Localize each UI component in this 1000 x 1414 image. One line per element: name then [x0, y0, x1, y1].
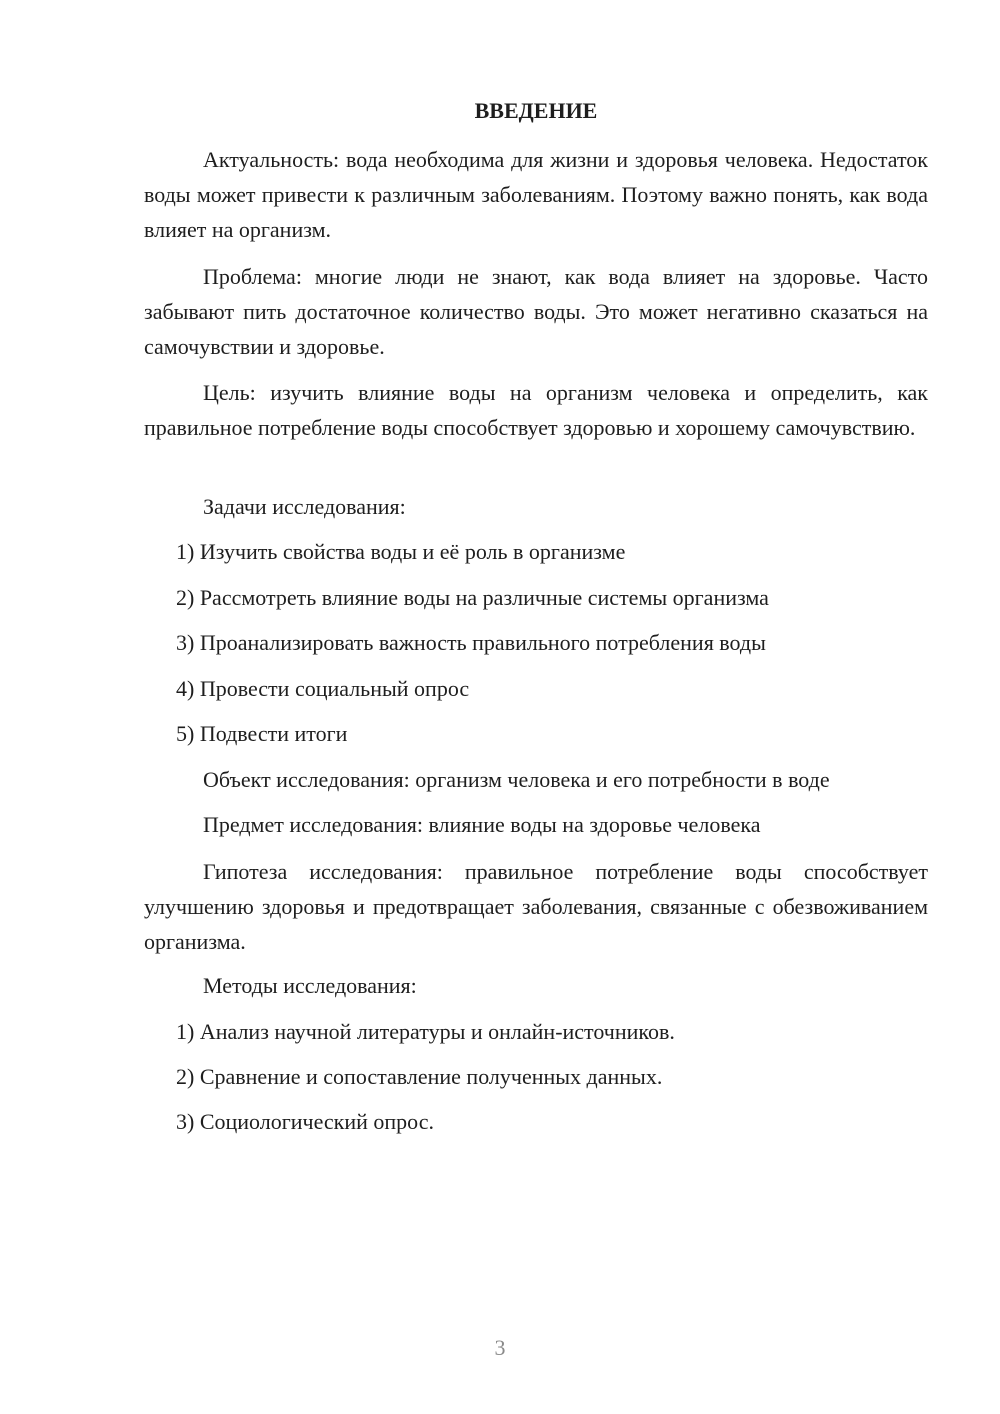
task-item: 2) Рассмотреть влияние воды на различные системы организма — [176, 585, 769, 610]
hypothesis-paragraph: Гипотеза исследования: правильное потребление воды способствует улучшению здоровья и предотвращает заболевания, связанные с обезвоживанием организма. — [144, 859, 928, 954]
task-item: 4) Провести социальный опрос — [176, 676, 470, 701]
goal-paragraph: Цель: изучить влияние воды на организм человека и определить, как правильное потребление воды способствует здоровью и хорошему самочувствию. — [144, 380, 928, 440]
tasks-heading: Задачи исследования: — [203, 494, 406, 519]
method-item: 2) Сравнение и сопоставление полученных данных. — [176, 1064, 663, 1089]
method-item: 3) Социологический опрос. — [176, 1109, 434, 1134]
method-item: 1) Анализ научной литературы и онлайн-источников. — [176, 1019, 675, 1044]
problem-paragraph: Проблема: многие люди не знают, как вода влияет на здоровье. Часто забывают пить достаточное количество воды. Это может негативно сказаться на самочувствии и здоровье. — [144, 264, 928, 359]
task-item: 5) Подвести итоги — [176, 721, 348, 746]
page-title: ВВЕДЕНИЕ — [474, 98, 598, 123]
document-page — [144, 0, 928, 1414]
relevance-paragraph: Актуальность: вода необходима для жизни и здоровья человека. Недостаток воды может привести к различным заболеваниям. Поэтому важно понять, как вода влияет на организм. — [144, 147, 928, 242]
subject-paragraph: Предмет исследования: влияние воды на здоровье человека — [203, 812, 761, 837]
page-number: 3 — [494, 1335, 506, 1360]
task-item: 1) Изучить свойства воды и её роль в организме — [176, 539, 626, 564]
task-item: 3) Проанализировать важность правильного потребления воды — [176, 630, 766, 655]
methods-heading: Методы исследования: — [203, 973, 417, 998]
object-paragraph: Объект исследования: организм человека и его потребности в воде — [203, 767, 830, 792]
